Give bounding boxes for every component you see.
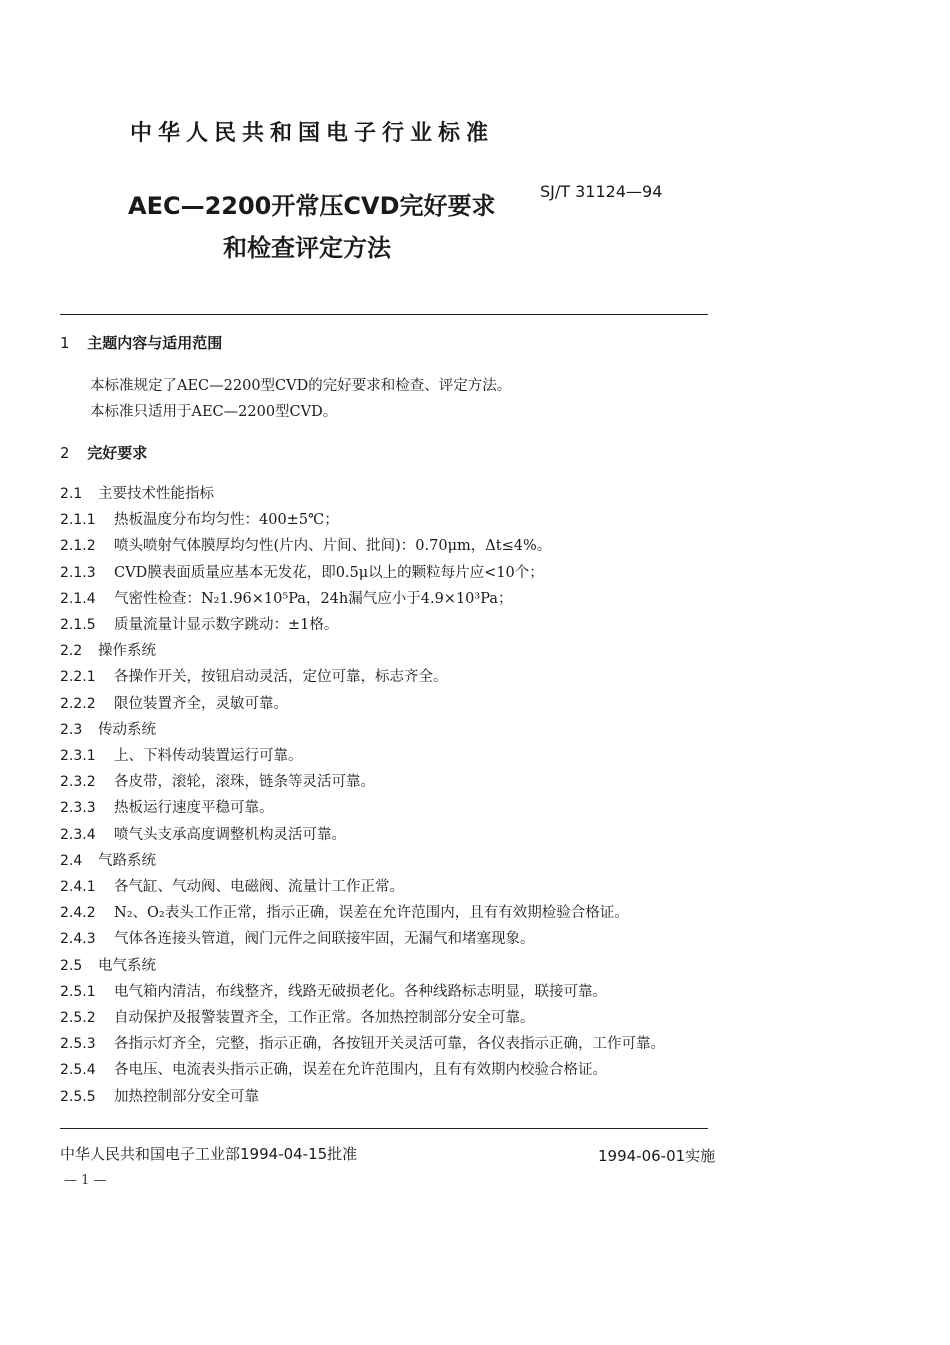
clause-number: 2.5.5 bbox=[60, 1088, 96, 1105]
clause-number: 2.2.2 bbox=[60, 695, 96, 712]
clause-line bbox=[60, 823, 346, 844]
clause-line bbox=[60, 482, 214, 503]
clause-number: 2.3 bbox=[60, 721, 83, 738]
clause-line bbox=[60, 718, 156, 739]
clause-text: 喷头喷射气体膜厚均匀性(片内、片间、批间)：0.70μm，Δt≤4%。 bbox=[114, 538, 552, 555]
clause-text: 喷气头支承高度调整机构灵活可靠。 bbox=[114, 826, 346, 843]
clause-number: 2.5.4 bbox=[60, 1062, 96, 1079]
clause-number: 2.5.3 bbox=[60, 1036, 96, 1053]
clause-line bbox=[60, 744, 303, 765]
clause-number: 2.4.1 bbox=[60, 879, 96, 895]
clause-text: 各指示灯齐全，完整，指示正确，各按钮开关灵活可靠，各仪表指示正确，工作可靠。 bbox=[114, 1036, 665, 1053]
clause-number: 2.5 bbox=[60, 957, 83, 974]
clause-text: 传动系统 bbox=[98, 721, 156, 738]
clause-number: 2.1.3 bbox=[60, 564, 96, 581]
clause-number: 2.1.4 bbox=[60, 590, 96, 607]
clause-text: 气密性检查：N₂1.96×10⁵Pa，24h漏气应小于4.9×10³Pa； bbox=[114, 590, 513, 607]
clause-text: N₂、O₂表头工作正常，指示正确，误差在允许范围内，且有有效期检验合格证。 bbox=[114, 905, 629, 922]
standard-category-header: 中华人民共和国电子行业标准 bbox=[130, 121, 495, 146]
clause-line bbox=[60, 954, 156, 975]
clause-line bbox=[60, 587, 512, 608]
section-1-paragraph: 本标准规定了AEC—2200型CVD的完好要求和检查、评定方法。 bbox=[90, 378, 512, 394]
section-1-heading bbox=[60, 332, 222, 353]
implementation-date: 1994-06-01实施 bbox=[598, 1147, 716, 1165]
clause-text: 气路系统 bbox=[98, 852, 156, 869]
clause-line bbox=[60, 508, 339, 529]
section-1-paragraph: 本标准只适用于AEC—2200型CVD。 bbox=[90, 404, 338, 420]
clause-line bbox=[60, 534, 551, 555]
section-title: 完好要求 bbox=[87, 444, 148, 462]
clause-number: 2.4.3 bbox=[60, 931, 96, 948]
clause-line bbox=[60, 613, 338, 634]
clause-line bbox=[60, 849, 156, 870]
clause-number: 2.3.2 bbox=[60, 774, 96, 791]
clause-line bbox=[60, 665, 448, 686]
clause-number: 2.2.1 bbox=[60, 669, 96, 686]
clause-number: 2.3.4 bbox=[60, 826, 96, 843]
clause-text: 质量流量计显示数字跳动：±1格。 bbox=[114, 617, 339, 633]
clause-line bbox=[60, 1006, 535, 1027]
clause-number: 2.1.2 bbox=[60, 538, 96, 555]
clause-line bbox=[60, 561, 544, 582]
clause-line bbox=[60, 1085, 259, 1106]
clause-text: 电气系统 bbox=[98, 957, 156, 974]
clause-text: 上、下料传动装置运行可靠。 bbox=[114, 748, 303, 764]
document-title-line-1: AEC—2200开常压CVD完好要求 bbox=[128, 192, 496, 220]
clause-line bbox=[60, 796, 274, 817]
clause-number: 2.4 bbox=[60, 852, 83, 869]
section-number: 1 bbox=[60, 334, 70, 352]
section-2-heading bbox=[60, 442, 147, 463]
document-title-line-2: 和检查评定方法 bbox=[223, 234, 391, 262]
clause-number: 2.1.1 bbox=[60, 512, 96, 529]
clause-text: 各电压、电流表头指示正确，误差在允许范围内，且有有效期内校验合格证。 bbox=[114, 1062, 607, 1079]
clause-line bbox=[60, 927, 535, 948]
clause-text: 加热控制部分安全可靠 bbox=[114, 1088, 259, 1105]
clause-line bbox=[60, 639, 156, 660]
clause-text: 主要技术性能指标 bbox=[98, 486, 214, 502]
clause-number: 2.1 bbox=[60, 486, 83, 502]
standard-code: SJ/T 31124—94 bbox=[540, 182, 663, 201]
header-divider bbox=[60, 314, 708, 315]
clause-number: 2.5.1 bbox=[60, 983, 96, 1000]
footer-divider bbox=[60, 1128, 708, 1129]
clause-text: 电气箱内清洁，布线整齐，线路无破损老化。各种线路标志明显，联接可靠。 bbox=[114, 983, 607, 1000]
clause-text: 操作系统 bbox=[98, 643, 156, 660]
clause-text: 各操作开关，按钮启动灵活，定位可靠，标志齐全。 bbox=[114, 669, 448, 686]
clause-line bbox=[60, 1032, 665, 1053]
clause-line bbox=[60, 770, 375, 791]
clause-line bbox=[60, 1058, 607, 1079]
section-number: 2 bbox=[60, 444, 70, 462]
clause-number: 2.1.5 bbox=[60, 617, 96, 633]
approval-statement: 中华人民共和国电子工业部1994-04-15批准 bbox=[60, 1145, 358, 1163]
clause-line bbox=[60, 875, 404, 896]
section-title: 主题内容与适用范围 bbox=[87, 334, 223, 352]
clause-number: 2.3.1 bbox=[60, 748, 96, 764]
clause-text: 各皮带，滚轮，滚珠，链条等灵活可靠。 bbox=[114, 774, 375, 791]
clause-number: 2.3.3 bbox=[60, 800, 96, 817]
clause-line bbox=[60, 980, 607, 1001]
clause-line bbox=[60, 692, 288, 713]
clause-number: 2.2 bbox=[60, 643, 83, 660]
clause-text: 各气缸、气动阀、电磁阀、流量计工作正常。 bbox=[114, 879, 404, 895]
clause-number: 2.5.2 bbox=[60, 1010, 96, 1026]
clause-line bbox=[60, 901, 629, 922]
page-number: — 1 — bbox=[64, 1173, 107, 1188]
clause-text: 热板温度分布均匀性：400±5℃； bbox=[114, 512, 339, 529]
clause-text: 自动保护及报警装置齐全，工作正常。各加热控制部分安全可靠。 bbox=[114, 1010, 535, 1026]
clause-text: 限位装置齐全，灵敏可靠。 bbox=[114, 695, 288, 712]
clause-number: 2.4.2 bbox=[60, 905, 96, 922]
clause-text: 气体各连接头管道，阀门元件之间联接牢固，无漏气和堵塞现象。 bbox=[114, 931, 535, 948]
clause-text: CVD膜表面质量应基本无发花，即0.5μ以上的颗粒每片应<10个； bbox=[114, 564, 544, 581]
clause-text: 热板运行速度平稳可靠。 bbox=[114, 800, 274, 817]
